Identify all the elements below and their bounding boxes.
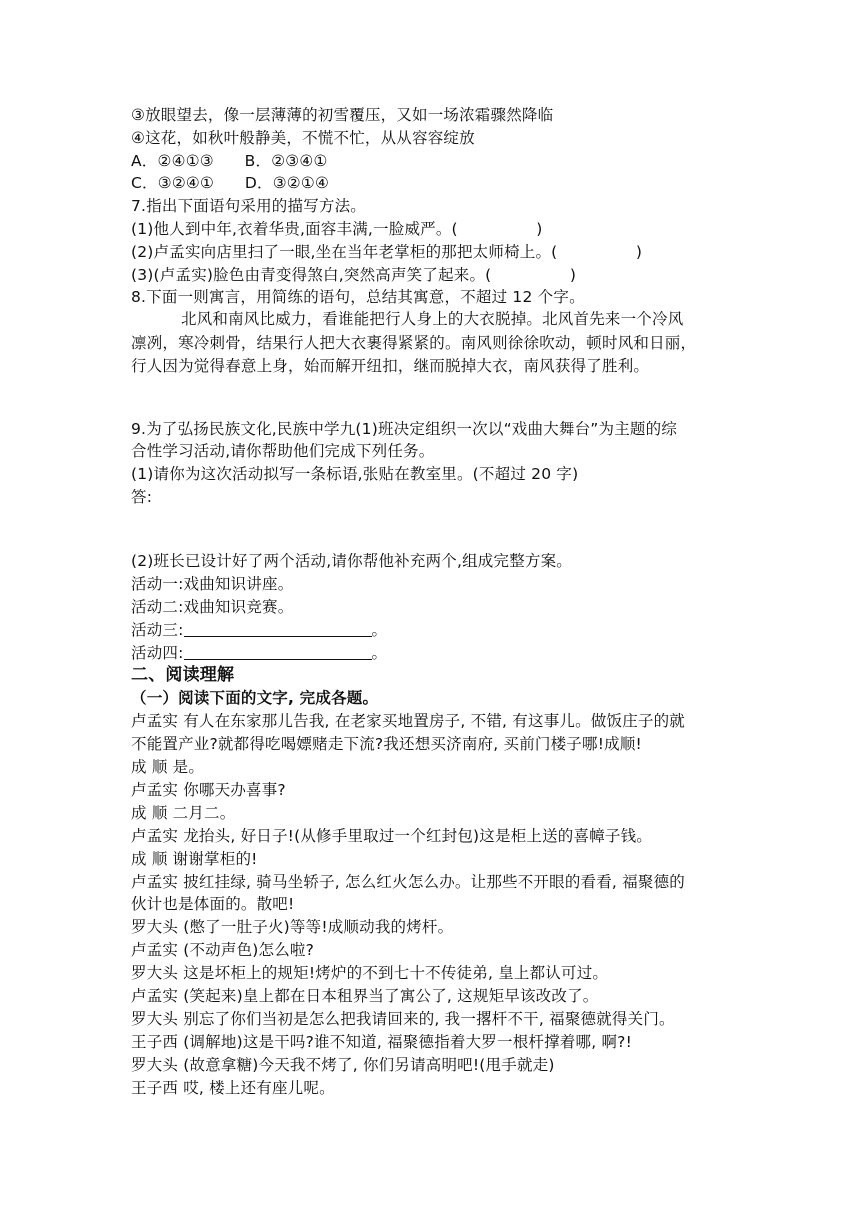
q6-options-row-2 [131, 172, 329, 194]
q6-option-b: B．②③④① [244, 152, 328, 170]
q9-activity-1: 活动一:戏曲知识讲座。 [131, 575, 294, 593]
q9-title-line-1: 9.为了弘扬民族文化,民族中学九(1)班决定组织一次以“戏曲大舞台”为主题的综 [131, 420, 678, 438]
script-line: 王子西 (调解地)这是干吗?谁不知道, 福聚德指着大罗一根杆撑着哪, 啊?! [131, 1033, 632, 1051]
q6-option-a: A．②④①③ [131, 152, 214, 170]
script-line: 罗大头 这是坏柜上的规矩!烤炉的不到七十不传徒弟, 皇上都认可过。 [131, 964, 609, 982]
script-line: 罗大头 别忘了你们当初是怎么把我请回来的, 我一撂杆不干, 福聚德就得关门。 [131, 1010, 675, 1028]
q8-fable-line-3: 行人因为觉得春意上身，始而解开纽扣，继而脱掉大衣，南风获得了胜利。 [131, 357, 650, 375]
q6-item-3: ③放眼望去，像一层薄薄的初雪覆压，又如一场浓霜骤然降临 [131, 106, 554, 124]
q7-sentence-1: (1)他人到中年,衣着华贵,面容丰满,一脸威严。( ) [131, 220, 543, 238]
script-line: 卢孟实 披红挂绿, 骑马坐轿子, 怎么红火怎么办。让那些不开眼的看看, 福聚德的 [131, 873, 685, 891]
q9-activity-4-label: 活动四: [131, 644, 184, 662]
q6-option-c: C．③②④① [131, 174, 215, 192]
script-line: 伙计也是体面的。散吧! [131, 895, 295, 913]
q9-title-line-2: 合性学习活动,请你帮助他们完成下列任务。 [131, 442, 435, 460]
q7-sentence-3: (3)(卢孟实)脸色由青变得煞白,突然高声笑了起来。( ) [131, 266, 577, 284]
q9-sub-question-2: (2)班长已设计好了两个活动,请你帮他补充两个,组成完整方案。 [131, 552, 573, 570]
q9-sub-question-1: (1)请你为这次活动拟写一条标语,张贴在教室里。(不超过 20 字) [131, 465, 579, 483]
q9-activity-2: 活动二:戏曲知识竞赛。 [131, 598, 294, 616]
script-line: 成 顺 谢谢掌柜的! [131, 850, 258, 868]
script-line: 卢孟实 (不动声色)怎么啦? [131, 941, 315, 959]
script-line: 卢孟实 (笑起来)皇上都在日本租界当了寓公了, 这规矩早该改改了。 [131, 987, 599, 1005]
script-line: 罗大头 (憋了一肚子火)等等!成顺动我的烤杆。 [131, 918, 454, 936]
q7-title: 7.指出下面语句采用的描写方法。 [131, 197, 366, 215]
script-line: 罗大头 (故意拿糖)今天我不烤了, 你们另请高明吧!(甩手就走) [131, 1056, 555, 1074]
script-line: 卢孟实 龙抬头, 好日子!(从修手里取过一个红封包)这是柜上送的喜幛子钱。 [131, 827, 652, 845]
q8-fable-line-2: 凛冽，寒冷刺骨，结果行人把大衣裹得紧紧的。南风则徐徐吹动，顿时风和日丽， [131, 334, 697, 352]
q8-fable-line-1: 北风和南风比威力，看谁能把行人身上的大衣脱掉。北风首先来一个冷风 [181, 310, 684, 328]
q9-activity-3 [131, 619, 387, 641]
section-2-subheading: （一）阅读下面的文字, 完成各题。 [131, 689, 379, 707]
script-line: 王子西 哎, 楼上还有座儿呢。 [131, 1079, 335, 1097]
script-line: 卢孟实 你哪天办喜事? [131, 781, 286, 799]
q9-activity-4-period: 。 [371, 644, 388, 662]
q9-activity-3-blank[interactable] [184, 620, 372, 637]
q9-activity-3-period: 。 [371, 621, 388, 639]
q7-sentence-2: (2)卢孟实向店里扫了一眼,坐在当年老掌柜的那把太师椅上。( ) [131, 243, 643, 261]
section-2-heading: 二、阅读理解 [131, 665, 235, 685]
script-line: 不能置产业?就都得吃喝嫖赌走下流?我还想买济南府, 买前门楼子哪!成顺! [131, 735, 642, 753]
script-line: 成 顺 是。 [131, 758, 205, 776]
q9-answer-label: 答: [131, 488, 153, 506]
q9-activity-4-blank[interactable] [184, 643, 372, 660]
q6-option-d: D．③②①④ [244, 174, 330, 192]
q8-title: 8.下面一则寓言，用简练的语句，总结其寓意，不超过 12 个字。 [131, 288, 585, 306]
q9-activity-4 [131, 642, 387, 664]
q9-activity-3-label: 活动三: [131, 621, 184, 639]
script-line: 卢孟实 有人在东家那儿告我, 在老家买地置房子, 不错, 有这事儿。做饭庄子的就 [131, 712, 685, 730]
script-line: 成 顺 二月二。 [131, 804, 236, 822]
q6-options-row-1 [131, 150, 328, 172]
q6-item-4: ④这花，如秋叶般静美，不慌不忙，从从容容绽放 [131, 129, 475, 147]
